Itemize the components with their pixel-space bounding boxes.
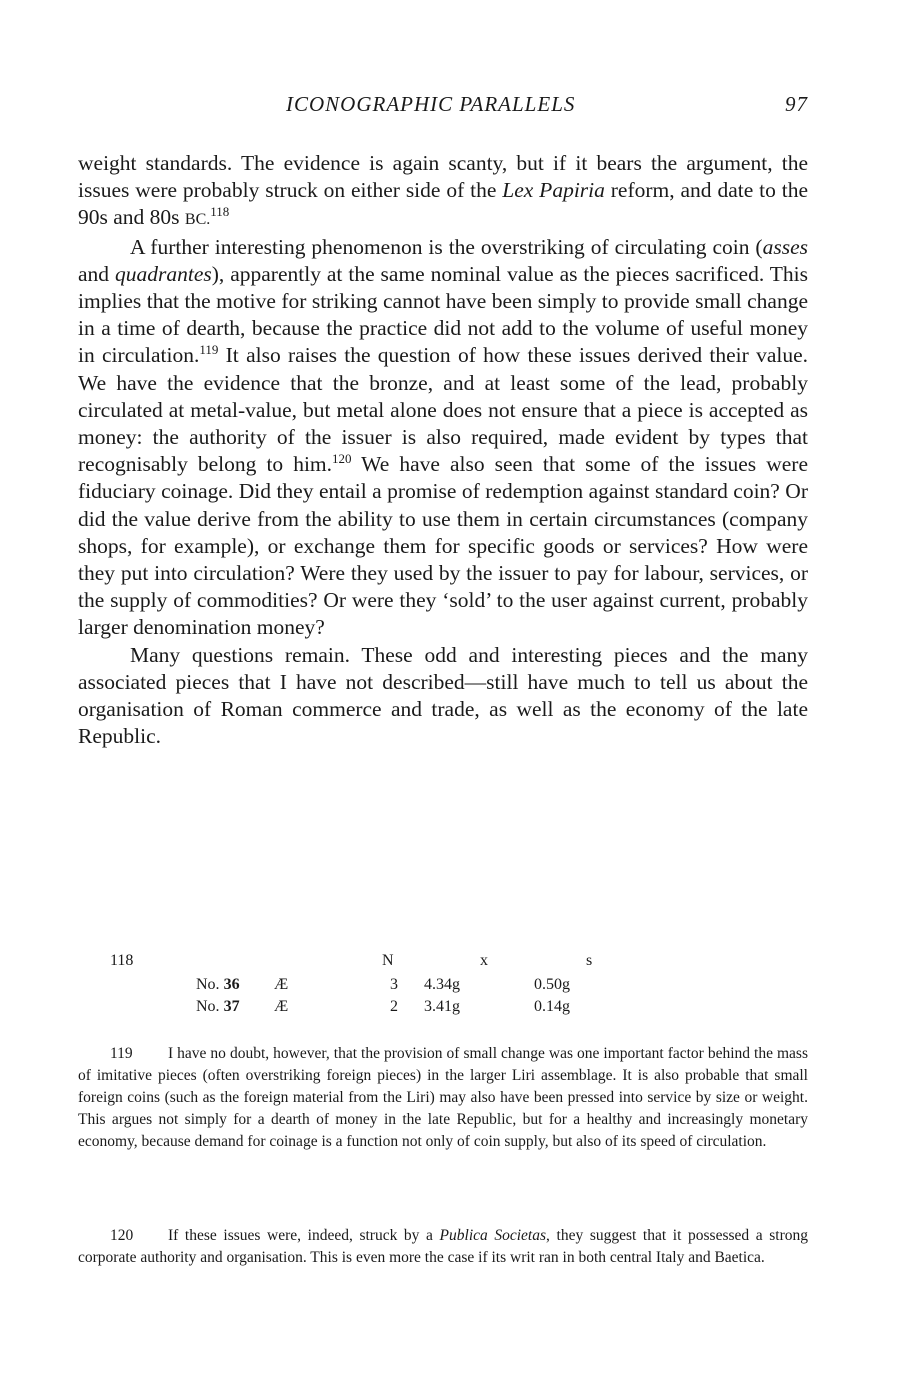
header-n: N	[382, 952, 394, 969]
row-x: 4.34g	[424, 976, 460, 993]
bc-abbrev: BC.	[184, 211, 211, 229]
row-label: No. 37	[196, 998, 240, 1015]
row-s: 0.50g	[534, 976, 570, 993]
footnote-ref-120[interactable]: 120	[332, 451, 352, 467]
footnote-number: 120	[110, 1227, 134, 1244]
paragraph-2: A further interesting phenomenon is the overstriking of circulating coin (asses and quadrantes), apparently at the same nominal value as the pieces sacrificed. This implies that the motive for striking cannot have been simply to provide small change in a time of dearth, because the practice did not add to the volume of useful money in circulation.$^{119}$ It also raises the question of how these issues derived their value. We have the evidence that the bronze, and at least some of the lead, probably circulated at metal-value, but metal alone does not ensure that a piece is accepted as money: the authority of the issuer is also required, made evident by types that recognisably belong to him.$^{120}$ We have also seen that some of the issues were fiduciary coinage. Did they entail a promise of redemption against standard coin? Or did the value derive from the ability to use them in certain circumstances (company shops, for example), or exchange them for specific goods or services? How were they put into circulation? Were they used by the issuer to pay for labour, services, or the supply of commodities? Or were they ‘sold’ to the user against current, probably larger denomination money?	[78, 234, 809, 640]
paragraph-3: Many questions remain. These odd and interesting pieces and the many associated pieces that I have not described—still have much to tell us about the organisation of Roman commerce and trade, as well as the economy of the late Republic.	[78, 642, 808, 749]
footnote-118	[78, 952, 808, 1022]
metal-symbol: Æ	[274, 976, 289, 993]
footnote-text: I have no doubt, however, that the provision of small change was one important factor behind the mass of imitative pieces (often overstriking foreign pieces) in the larger Liri assemblage. It is also probable that small foreign coins (such as the foreign material from the Liri) may also have been pressed into service by size or weight. This argues not simply for a dearth of money in the late Republic, but for a healthy and increasingly monetary economy, because demand for coinage is a function not only of coin supply, but also of its speed of circulation.	[78, 1045, 808, 1150]
footnote-ref-119[interactable]: 119	[199, 342, 219, 358]
footnote-number: 118	[110, 952, 134, 969]
metal-symbol: Æ	[274, 998, 289, 1015]
footnote-119	[78, 1043, 808, 1153]
main-text	[78, 150, 808, 750]
row-label: No. 36	[196, 976, 240, 993]
header-x: x	[480, 952, 488, 969]
page-number: 97	[785, 92, 808, 116]
row-n: 3	[390, 976, 398, 993]
footnote-120: 120 If these issues were, indeed, struck by a Publica Societas, they suggest that it possessed a strong corporate authority and organisation. This is even more the case if its writ ran in both central Italy and Baetica.	[78, 1227, 808, 1266]
running-head-title: ICONOGRAPHIC PARALLELS	[286, 92, 576, 116]
row-s: 0.14g	[534, 998, 570, 1015]
footnote-ref-118[interactable]: 118	[210, 204, 230, 220]
paragraph-1: weight standards. The evidence is again scanty, but if it bears the argument, the issues were probably struck on either side of the Lex Papiria reform, and date to the 90s and 80s BC.$^{118}$	[78, 151, 808, 230]
row-x: 3.41g	[424, 998, 460, 1015]
running-head	[78, 92, 808, 120]
header-s: s	[586, 952, 593, 969]
row-n: 2	[390, 998, 398, 1015]
footnote-number: 119	[110, 1045, 133, 1062]
